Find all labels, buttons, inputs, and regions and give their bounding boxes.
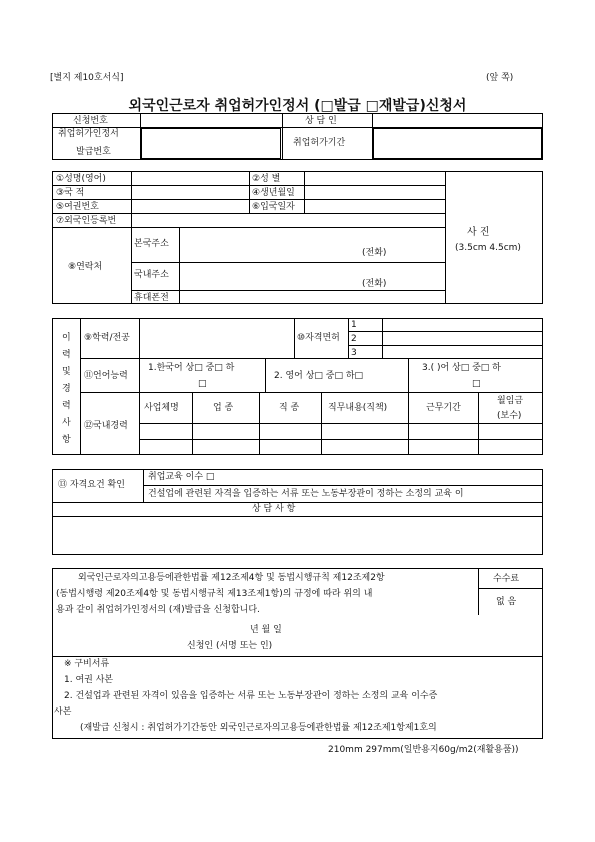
license-num-3: 3	[351, 348, 357, 358]
domestic-career-label: ⑫국내경력	[84, 421, 128, 431]
license-num-2: 2	[351, 334, 357, 344]
home-address-field[interactable]	[180, 228, 444, 261]
language-other-low[interactable]: □	[472, 379, 481, 389]
applicant-signature: 신청인 (서명 또는 인)	[187, 641, 273, 651]
license-num-1: 1	[351, 320, 357, 330]
document-2b: 사본	[54, 707, 72, 717]
document-3: (재발급 신청시 : 취업허가기간동안 외국인근로자의고용등에관한법률 제12조제1항제1호의	[80, 723, 437, 733]
korea-address-label: 국내주소	[134, 270, 169, 280]
gender-label: ②성 별	[252, 174, 281, 184]
counselor-field[interactable]	[373, 114, 542, 126]
document-1: 1. 여권 사본	[64, 675, 114, 685]
education-label: ⑨학력/전공	[84, 333, 130, 343]
form-title: 외국인근로자 취업허가인정서 (□발급 □재발급)신청서	[128, 98, 467, 114]
passport-field[interactable]	[132, 200, 248, 213]
home-address-label: 본국주소	[134, 239, 169, 249]
counselor-label: 상 담 인	[305, 116, 337, 126]
photo-label: 사 진	[467, 227, 490, 238]
birth-field[interactable]	[305, 186, 444, 199]
korea-address-field[interactable]	[180, 263, 444, 289]
declaration-line-2: (동법시행령 제20조제4항 및 동법시행규칙 제13조제1항)의 규정에 따라 위의 내	[56, 589, 373, 599]
entry-date-label: ⑥입국일자	[252, 202, 295, 212]
language-label: ⑪언어능력	[84, 371, 128, 381]
passport-label: ⑤여권번호	[56, 202, 99, 212]
mobile-field[interactable]	[180, 291, 444, 303]
birth-label: ④생년월일	[252, 188, 295, 198]
paper-spec: 210mm 297mm(일반용지60g/m2(재활용품))	[328, 745, 519, 755]
declaration-line-3: 용과 같이 취업허가인정서의 (재)발급을 신청합니다.	[56, 605, 260, 615]
col-occupation: 직 종	[279, 403, 300, 413]
document-2: 2. 건설업과 관련된 자격이 있음을 입증하는 서류 또는 노동부장관이 정하는 소정의 교육 이수증	[64, 691, 438, 701]
permit-period-label: 취업허가기간	[293, 138, 346, 148]
photo-size: (3.5cm 4.5cm)	[455, 243, 521, 253]
license-label: ⑩자격면허	[297, 333, 340, 343]
language-other[interactable]: 3.( )어 상□ 중□ 하	[422, 363, 501, 373]
language-korean[interactable]: 1.한국어 상□ 중□ 하	[148, 363, 235, 373]
qualification-label: ⑬ 자격요건 확인	[58, 480, 125, 490]
col-duty: 직무내용(직책)	[328, 403, 388, 413]
consultation-field[interactable]	[53, 517, 542, 554]
form-number: [별지 제10호서식]	[50, 73, 124, 83]
col-wage: 월임금	[497, 396, 524, 406]
construction-text: 건설업에 관련된 자격을 입증하는 서류 또는 노동부장관이 정하는 소정의 교육 이	[148, 489, 464, 499]
contact-label: ⑧연락처	[68, 262, 103, 272]
phone-label-2: (전화)	[362, 279, 387, 289]
mobile-label: 휴대폰전	[134, 293, 169, 303]
documents-title: ※ 구비서류	[64, 659, 110, 669]
cert-number-label-2: 발급번호	[76, 147, 111, 157]
cert-number-field[interactable]	[141, 128, 281, 159]
name-field[interactable]	[132, 172, 248, 185]
career-side-label: 이 력 및 경 력 사 항	[62, 333, 71, 445]
gender-field[interactable]	[305, 172, 444, 185]
training-checkbox[interactable]: 취업교육 이수 □	[148, 472, 215, 482]
fee-label: 수수료	[493, 574, 520, 584]
col-industry: 업 종	[213, 403, 234, 413]
apply-number-field[interactable]	[141, 114, 281, 126]
phone-label-1: (전화)	[362, 248, 387, 258]
language-korean-low[interactable]: □	[198, 379, 207, 389]
alien-reg-label: ⑦외국인등록번	[56, 216, 117, 226]
language-english[interactable]: 2. 영어 상□ 중□ 하□	[274, 371, 364, 381]
date-line: 년 월 일	[250, 625, 282, 635]
nationality-field[interactable]	[132, 186, 248, 199]
fee-value: 없 음	[496, 597, 517, 607]
alien-reg-field[interactable]	[132, 214, 444, 227]
declaration-line-1: 외국인근로자의고용등에관한법률 제12조제4항 및 동법시행규칙 제12조제2항	[78, 573, 385, 583]
cert-number-label: 취업허가인정서	[58, 129, 119, 139]
col-wage-2: (보수)	[497, 411, 522, 421]
entry-date-field[interactable]	[305, 200, 444, 213]
name-label: ①성명(영어)	[56, 174, 106, 184]
consultation-label: 상 담 사 항	[252, 504, 296, 514]
col-period: 근무기간	[426, 403, 461, 413]
permit-period-field[interactable]	[373, 128, 542, 159]
education-field[interactable]	[140, 319, 293, 357]
nationality-label: ③국 적	[56, 188, 85, 198]
page-side: (앞 쪽)	[486, 73, 514, 83]
col-company: 사업체명	[144, 403, 179, 413]
apply-number-label: 신청번호	[73, 116, 108, 126]
